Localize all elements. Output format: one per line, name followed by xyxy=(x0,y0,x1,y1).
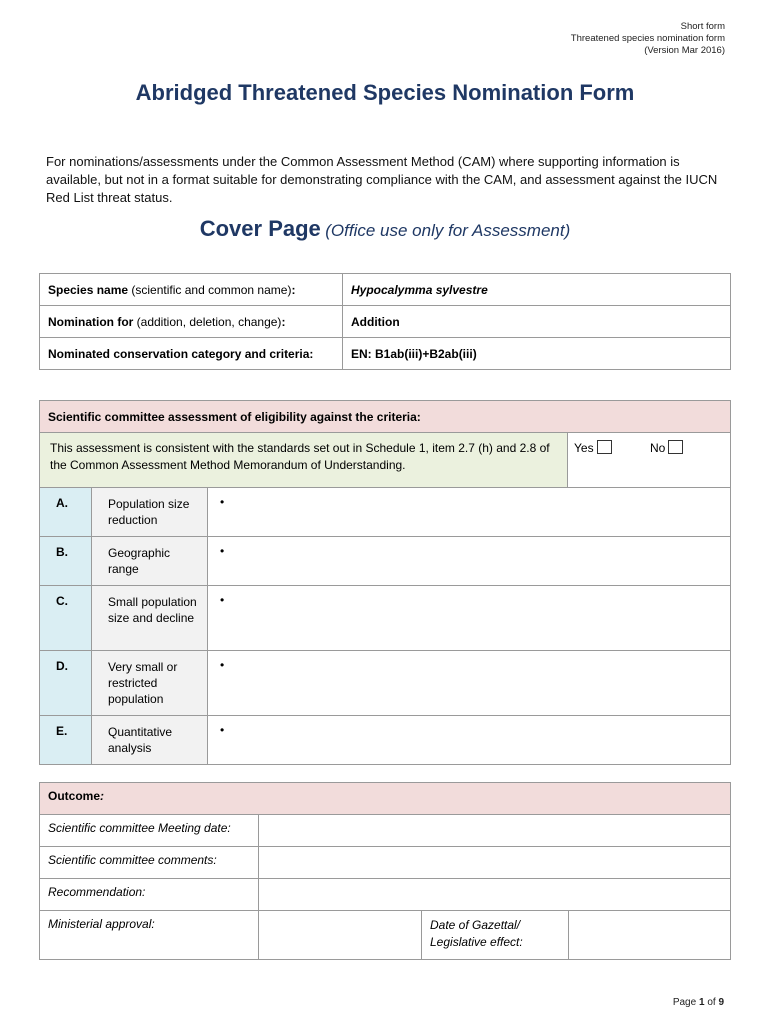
table-row xyxy=(40,306,731,338)
no-checkbox[interactable] xyxy=(668,440,683,454)
gazettal-date-field[interactable] xyxy=(569,911,731,960)
table-row xyxy=(40,911,731,960)
recommendation-field[interactable] xyxy=(259,879,731,911)
intro-paragraph: For nominations/assessments under the Common Assessment Method (CAM) where supporting information is available, but not in a format suitable for demonstrating compliance with the CAM, and assessment against the IUCN Red List threat status. xyxy=(46,154,718,205)
table-row xyxy=(40,488,731,537)
criterion-letter: E. xyxy=(40,716,92,765)
cover-page-heading xyxy=(0,216,770,242)
category-criteria-label: Nominated conservation category and criteria: xyxy=(40,338,343,370)
species-name-label: Species name (scientific and common name): xyxy=(40,274,343,306)
yes-no-cell xyxy=(568,433,731,488)
table-row xyxy=(40,651,731,716)
species-details-table xyxy=(39,273,731,370)
criterion-name: Quantitative analysis xyxy=(92,716,208,765)
criterion-letter: B. xyxy=(40,537,92,586)
comments-label: Scientific committee comments: xyxy=(40,847,259,879)
table-row xyxy=(40,783,731,815)
page-title: Abridged Threatened Species Nomination Form xyxy=(135,80,635,105)
criterion-notes[interactable]: • xyxy=(208,488,731,537)
table-row xyxy=(40,586,731,651)
page-number: Page 1 of 9 xyxy=(672,997,724,1008)
criterion-notes[interactable]: • xyxy=(208,651,731,716)
meeting-date-label: Scientific committee Meeting date: xyxy=(40,815,259,847)
table-row xyxy=(40,879,731,911)
cover-title: Cover Page xyxy=(199,216,321,241)
eligibility-header: Scientific committee assessment of eligibility against the criteria: xyxy=(40,401,731,433)
nomination-for-label: Nomination for (addition, deletion, change): xyxy=(40,306,343,338)
yes-option[interactable]: Yes xyxy=(574,441,612,455)
table-row xyxy=(40,274,731,306)
criterion-letter: A. xyxy=(40,488,92,537)
nomination-for-value: Addition xyxy=(343,306,731,338)
table-row xyxy=(40,338,731,370)
criterion-letter: D. xyxy=(40,651,92,716)
table-row xyxy=(40,401,731,433)
criterion-notes[interactable]: • xyxy=(208,716,731,765)
gazettal-date-label: Date of Gazettal/ Legislative effect: xyxy=(422,911,569,960)
yes-checkbox[interactable] xyxy=(597,440,612,454)
meeting-date-field[interactable] xyxy=(259,815,731,847)
criterion-letter: C. xyxy=(40,586,92,651)
outcome-header: Outcome: xyxy=(40,783,731,815)
eligibility-statement: This assessment is consistent with the standards set out in Schedule 1, item 2.7 (h) and 2.8 of the Common Assessment Method Memorandum of Understanding. xyxy=(40,433,568,488)
table-row xyxy=(40,537,731,586)
table-row xyxy=(40,815,731,847)
criterion-name: Geographic range xyxy=(92,537,208,586)
category-criteria-value: EN: B1ab(iii)+B2ab(iii) xyxy=(343,338,731,370)
cover-subtitle: (Office use only for Assessment) xyxy=(325,221,571,240)
comments-field[interactable] xyxy=(259,847,731,879)
table-row xyxy=(40,433,731,488)
criterion-name: Small population size and decline xyxy=(92,586,208,651)
eligibility-assessment-table xyxy=(39,400,731,765)
outcome-table xyxy=(39,782,731,960)
species-name-value: Hypocalymma sylvestre xyxy=(343,274,731,306)
header-line-short-form: Short form xyxy=(680,21,725,32)
criterion-notes[interactable]: • xyxy=(208,537,731,586)
recommendation-label: Recommendation: xyxy=(40,879,259,911)
header-line-version: (Version Mar 2016) xyxy=(644,45,725,56)
table-row xyxy=(40,716,731,765)
header-line-form-name: Threatened species nomination form xyxy=(570,33,725,44)
criterion-name: Population size reduction xyxy=(92,488,208,537)
table-row xyxy=(40,847,731,879)
criterion-name: Very small or restricted population xyxy=(92,651,208,716)
criterion-notes[interactable]: • xyxy=(208,586,731,651)
no-option[interactable]: No xyxy=(650,440,683,455)
document-header-note xyxy=(571,21,725,57)
ministerial-approval-field[interactable] xyxy=(259,911,422,960)
ministerial-approval-label: Ministerial approval: xyxy=(40,911,259,960)
